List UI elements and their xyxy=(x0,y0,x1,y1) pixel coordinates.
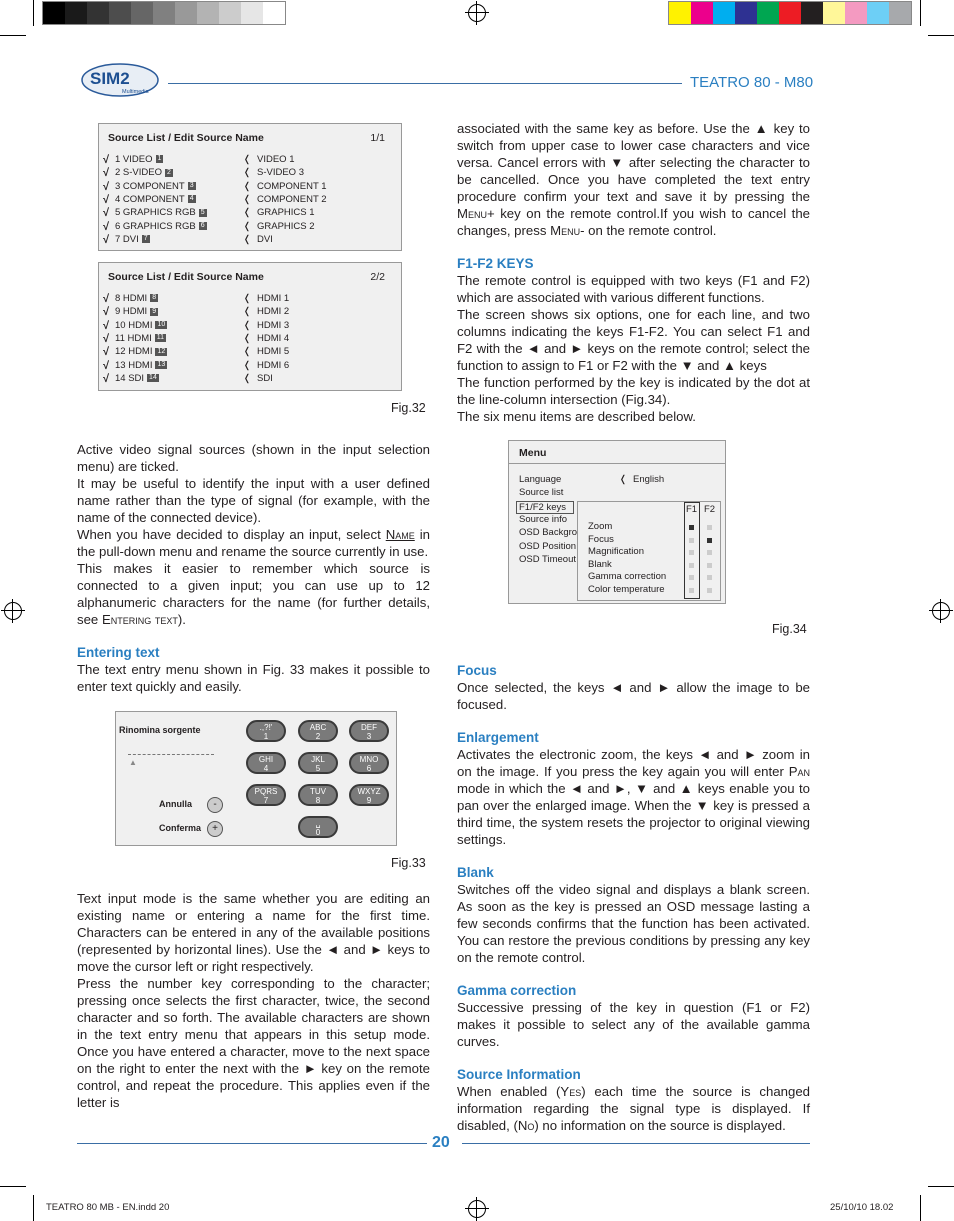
source-name: HDMI 3 xyxy=(257,319,290,331)
key-letters: PQRS xyxy=(254,787,278,796)
figure-caption: Fig.33 xyxy=(391,856,426,870)
color-swatch xyxy=(241,2,263,24)
key-letters: .,?!' xyxy=(259,723,273,732)
source-name: DVI xyxy=(257,233,273,245)
source-label: 9 HDMI 9 xyxy=(115,306,157,318)
checkmark-icon: √ xyxy=(103,332,110,345)
checkmark-icon: √ xyxy=(103,154,110,166)
cursor-icon: ▲ xyxy=(129,758,137,767)
arrow-icon: ❬ xyxy=(243,207,251,219)
paragraph: Switches off the video signal and displays a blank screen. As soon as the key is pressed an OSD message lasting a few seconds confirms that the function has been activated. You can restore the previous conditions by pressing any key on the remote control. xyxy=(457,882,810,965)
f1-assignment-dot[interactable] xyxy=(689,525,694,530)
key-letters: MNO xyxy=(359,755,379,764)
source-name: GRAPHICS 2 xyxy=(257,220,315,232)
source-label: 11 HDMI 11 xyxy=(115,332,165,344)
source-list-menu-1 xyxy=(98,123,402,251)
arrow-icon: ❬ xyxy=(243,193,251,205)
keypad-key-0[interactable] xyxy=(298,816,338,838)
key-badge: 11 xyxy=(156,334,165,342)
checkmark-icon: √ xyxy=(103,372,110,385)
keypad-key-6[interactable] xyxy=(349,752,389,774)
f2-assignment-dot[interactable] xyxy=(707,588,712,593)
keypad-title: Rinomina sorgente xyxy=(119,725,201,735)
left-text-block-2 xyxy=(77,890,430,1111)
source-label: 8 HDMI 8 xyxy=(115,293,157,304)
footer-rule xyxy=(462,1143,810,1144)
key-number: 1 xyxy=(263,732,269,741)
source-label: 13 HDMI 13 xyxy=(115,359,166,371)
source-name: COMPONENT 2 xyxy=(257,193,327,205)
cancel-label: Annulla xyxy=(159,799,192,809)
checkmark-icon: √ xyxy=(103,207,110,220)
gray-calibration-strip xyxy=(42,1,286,25)
crop-mark xyxy=(928,1186,954,1187)
header-rule xyxy=(168,83,682,84)
arrow-icon: ❬ xyxy=(243,306,251,318)
menu-title: Menu xyxy=(519,447,547,459)
figure-caption: Fig.34 xyxy=(772,622,807,636)
key-badge: 4 xyxy=(189,195,194,203)
crop-mark xyxy=(920,0,921,26)
function-item[interactable]: Color temperature xyxy=(588,584,665,595)
registration-mark-icon xyxy=(468,4,486,22)
crop-mark xyxy=(0,1186,26,1187)
key-number: 8 xyxy=(315,796,321,805)
f2-assignment-dot[interactable] xyxy=(707,525,712,530)
paragraph: The remote control is equipped with two keys (F1 and F2) which are associated with various different functions. xyxy=(457,273,810,305)
f1-assignment-dot[interactable] xyxy=(689,588,694,593)
arrow-icon: ❬ xyxy=(243,346,251,358)
keypad-key-2[interactable] xyxy=(298,720,338,742)
color-swatch xyxy=(197,2,219,24)
color-swatch xyxy=(735,2,757,24)
arrow-icon: ❬ xyxy=(243,293,251,304)
f1-f2-submenu xyxy=(577,501,721,601)
logo-tagline: Multimedia xyxy=(122,89,149,95)
source-label: 7 DVI 7 xyxy=(115,233,148,245)
section-heading: Entering text xyxy=(77,645,160,660)
keypad-key-5[interactable] xyxy=(298,752,338,774)
key-badge: 7 xyxy=(143,235,148,243)
key-number: 4 xyxy=(263,764,269,773)
source-name: COMPONENT 1 xyxy=(257,180,327,192)
left-text-block-1 xyxy=(77,441,430,695)
color-swatch xyxy=(153,2,175,24)
color-swatch xyxy=(889,2,911,24)
f2-assignment-dot[interactable] xyxy=(707,563,712,568)
color-swatch xyxy=(43,2,65,24)
function-item[interactable]: Magnification xyxy=(588,546,644,558)
arrow-icon: ❬ xyxy=(243,180,251,192)
source-name: HDMI 2 xyxy=(257,306,290,318)
key-number: 9 xyxy=(366,796,372,805)
function-item[interactable]: Focus xyxy=(588,533,614,545)
arrow-icon: ❬ xyxy=(243,372,251,384)
page-header-title: TEATRO 80 - M80 xyxy=(690,74,814,91)
f1-assignment-dot[interactable] xyxy=(689,575,694,580)
language-arrow-icon: ❬ xyxy=(619,474,627,485)
key-number: 3 xyxy=(366,732,372,741)
menu-page: 1/1 xyxy=(370,132,385,144)
checkmark-icon: √ xyxy=(103,293,110,305)
source-name: GRAPHICS 1 xyxy=(257,207,315,219)
arrow-icon: ❬ xyxy=(243,233,251,245)
paragraph: The six menu items are described below. xyxy=(457,409,696,424)
f2-column-label: F2 xyxy=(704,504,716,515)
arrow-icon: ❬ xyxy=(243,220,251,232)
key-number: 5 xyxy=(315,764,321,773)
crop-mark xyxy=(928,35,954,36)
f2-assignment-dot[interactable] xyxy=(707,538,712,543)
checkmark-icon: √ xyxy=(103,306,110,319)
menu-item[interactable]: Language xyxy=(519,474,562,485)
key-badge: 10 xyxy=(157,321,166,329)
f1-assignment-dot[interactable] xyxy=(689,550,694,555)
key-number: 6 xyxy=(366,764,372,773)
f2-assignment-dot[interactable] xyxy=(707,550,712,555)
keypad-key-1[interactable] xyxy=(246,720,286,742)
right-text-block-2 xyxy=(457,662,810,1134)
checkmark-icon: √ xyxy=(103,319,110,332)
checkmark-icon: √ xyxy=(103,193,110,206)
text-entry-keypad xyxy=(115,711,397,846)
confirm-label: Conferma xyxy=(159,823,202,833)
menu-item[interactable]: OSD Timeout xyxy=(519,553,577,565)
checkmark-icon: √ xyxy=(103,233,110,246)
section-heading: Source Information xyxy=(457,1067,581,1082)
minus-key[interactable]: - xyxy=(207,797,223,813)
color-swatch xyxy=(65,2,87,24)
key-badge: 5 xyxy=(200,208,205,216)
key-letters: TUV xyxy=(310,787,326,796)
entry-field-lines xyxy=(128,754,214,755)
color-swatch xyxy=(845,2,867,24)
paragraph: associated with the same key as before. Use the ▲ key to switch from upper case to lower case characters and vice versa. Cancel errors with ▼ after selecting the character to be cancelled. Once you have completed the text entry procedure confirm your text and save it by pressing the Menu+ key on the remote control.If you wish to cancel the changes, press Menu- on the remote control. xyxy=(457,121,810,238)
color-swatch xyxy=(691,2,713,24)
crop-mark xyxy=(0,35,26,36)
language-value: English xyxy=(633,474,665,485)
source-label: 12 HDMI 12 xyxy=(115,346,166,358)
divider xyxy=(509,463,725,464)
color-calibration-strip xyxy=(668,1,912,25)
key-letters: GHI xyxy=(258,755,274,764)
menu-title: Source List / Edit Source Name xyxy=(108,132,264,144)
arrow-icon: ❬ xyxy=(243,154,251,165)
paragraph: Once selected, the keys ◄ and ► allow the image to be focused. xyxy=(457,680,810,712)
key-badge: 14 xyxy=(149,374,157,382)
key-badge: 13 xyxy=(157,360,166,368)
f1-assignment-dot[interactable] xyxy=(689,563,694,568)
crop-mark xyxy=(920,1195,921,1221)
menu-item[interactable]: Source list xyxy=(519,487,564,499)
paragraph: Active video signal sources (shown in the input selection menu) are ticked. xyxy=(77,442,430,474)
source-label: 10 HDMI 10 xyxy=(115,319,166,331)
color-swatch xyxy=(219,2,241,24)
source-name: SDI xyxy=(257,372,273,384)
color-swatch xyxy=(757,2,779,24)
footer-rule xyxy=(77,1143,427,1144)
keypad-key-3[interactable] xyxy=(349,720,389,742)
registration-mark-icon xyxy=(932,602,950,620)
key-badge: 8 xyxy=(152,294,157,302)
figure-caption: Fig.32 xyxy=(391,401,426,415)
checkmark-icon: √ xyxy=(103,180,110,193)
source-label: 3 COMPONENT 3 xyxy=(115,180,194,192)
paragraph: Text input mode is the same whether you are editing an existing name or entering a name for the first time. Characters can be entered in any of the available positions (represented by horizontal lines). Use the ◄ and ► keys to move the cursor left or right respectively. xyxy=(77,891,430,974)
key-number: 7 xyxy=(263,796,269,805)
registration-mark-icon xyxy=(468,1200,486,1218)
arrow-icon: ❬ xyxy=(243,332,251,344)
paragraph: Press the number key corresponding to the character; pressing once selects the first character, twice, the second character and so forth. The available characters are shown in the text entry menu that appears in this setup mode. Once you have entered a character, move to the next space on the right to enter the next with the ► key on the remote control, and repeat the procedure. This applies even if the letter is xyxy=(77,976,430,1110)
menu-item[interactable]: OSD Backgro xyxy=(519,527,578,539)
source-label: 6 GRAPHICS RGB 6 xyxy=(115,220,205,232)
source-name: HDMI 5 xyxy=(257,346,290,358)
source-label: 1 VIDEO 1 xyxy=(115,154,162,165)
section-heading: F1-F2 KEYS xyxy=(457,256,534,271)
page-number: 20 xyxy=(432,1134,450,1151)
key-badge: 12 xyxy=(157,347,166,355)
paragraph: Activates the electronic zoom, the keys ◄ and ► zoom in on the image. If you press the key again you will enter Pan mode in which the ◄ and ►, ▼ and ▲ keys enable you to pan over the enlarged image. When the ▼ key is pressed a third time, the system resets the projector to original viewing settings. xyxy=(457,747,810,847)
key-letters: DEF xyxy=(361,723,377,732)
color-swatch xyxy=(87,2,109,24)
keypad-key-8[interactable] xyxy=(298,784,338,806)
paragraph: The text entry menu shown in Fig. 33 makes it possible to enter text quickly and easily. xyxy=(77,662,430,694)
section-heading: Gamma correction xyxy=(457,983,577,998)
color-swatch xyxy=(109,2,131,24)
arrow-icon: ❬ xyxy=(243,319,251,331)
key-letters: WXYZ xyxy=(357,787,381,796)
color-swatch xyxy=(867,2,889,24)
f1-assignment-dot[interactable] xyxy=(689,538,694,543)
menu-item[interactable]: OSD Position xyxy=(519,540,577,552)
key-letters: ␣ xyxy=(315,819,321,828)
function-item[interactable]: Zoom xyxy=(588,521,613,532)
color-swatch xyxy=(713,2,735,24)
paragraph: When you have decided to display an input, select Name in the pull-down menu and rename the source currently in use. xyxy=(77,527,430,559)
key-number: 0 xyxy=(315,828,321,837)
f2-assignment-dot[interactable] xyxy=(707,575,712,580)
source-label: 4 COMPONENT 4 xyxy=(115,193,194,205)
source-label: 14 SDI 14 xyxy=(115,372,157,384)
file-slug: TEATRO 80 MB - EN.indd 20 xyxy=(46,1202,170,1213)
keypad-key-9[interactable] xyxy=(349,784,389,806)
f1-column-label: F1 xyxy=(686,504,698,515)
color-swatch xyxy=(131,2,153,24)
menu-title: Source List / Edit Source Name xyxy=(108,271,264,283)
color-swatch xyxy=(823,2,845,24)
source-name: HDMI 1 xyxy=(257,293,290,304)
source-label: 5 GRAPHICS RGB 5 xyxy=(115,207,205,219)
key-number: 2 xyxy=(315,732,321,741)
checkmark-icon: √ xyxy=(103,167,110,180)
paragraph: When enabled (Yes) each time the source is changed information regarding the signal type is displayed. If disabled, (No) no information on the source is displayed. xyxy=(457,1084,811,1133)
color-swatch xyxy=(801,2,823,24)
keypad-key-7[interactable] xyxy=(246,784,286,806)
section-heading: Enlargement xyxy=(457,730,539,745)
function-item[interactable]: Gamma correction xyxy=(588,571,667,583)
function-item[interactable]: Blank xyxy=(588,558,612,570)
menu-item[interactable]: F1/F2 keys xyxy=(516,501,574,514)
paragraph: It may be useful to identify the input with a user defined name rather than the type of signal (for example, with the name of the connected device). xyxy=(77,476,430,525)
section-heading: Focus xyxy=(457,663,497,678)
paragraph: The function performed by the key is indicated by the dot at the line-column intersection (Fig.34). xyxy=(457,375,810,407)
key-badge: 3 xyxy=(189,182,194,190)
crop-mark xyxy=(33,0,34,26)
checkmark-icon: √ xyxy=(103,346,110,359)
arrow-icon: ❬ xyxy=(243,359,251,371)
key-badge: 1 xyxy=(157,155,162,163)
source-name: HDMI 4 xyxy=(257,332,290,344)
menu-item[interactable]: Source info xyxy=(519,513,568,525)
source-name: HDMI 6 xyxy=(257,359,290,371)
sim2-logo-icon xyxy=(80,62,160,98)
color-swatch xyxy=(779,2,801,24)
source-name: VIDEO 1 xyxy=(257,154,295,165)
color-swatch xyxy=(669,2,691,24)
key-letters: JKL xyxy=(311,755,325,764)
color-swatch xyxy=(263,2,285,24)
key-badge: 9 xyxy=(152,307,157,315)
source-list-menu-2 xyxy=(98,262,402,391)
color-swatch xyxy=(175,2,197,24)
checkmark-icon: √ xyxy=(103,359,110,372)
date-slug: 25/10/10 18.02 xyxy=(830,1202,894,1213)
paragraph: This makes it easier to remember which source is connected to a given input; you can use up to 12 alphanumeric characters for the name (for further details, see Entering text). xyxy=(77,561,430,627)
keypad-key-4[interactable] xyxy=(246,752,286,774)
key-badge: 6 xyxy=(200,221,205,229)
paragraph: The screen shows six options, one for each line, and two columns indicating the keys F1-F2. You can select F1 and F2 with the ◄ and ► keys on the remote control; select the function to assign to F1 or F2 with the ▼ and ▲ keys xyxy=(457,307,810,373)
f1-f2-menu xyxy=(508,440,726,604)
checkmark-icon: √ xyxy=(103,220,110,233)
plus-key[interactable]: + xyxy=(207,821,223,837)
source-name: S-VIDEO 3 xyxy=(257,167,304,179)
section-heading: Blank xyxy=(457,865,494,880)
logo-brand: SIM2 xyxy=(90,69,130,88)
menu-page: 2/2 xyxy=(370,271,385,283)
crop-mark xyxy=(33,1195,34,1221)
paragraph: Successive pressing of the key in question (F1 or F2) makes it possible to select any of the available gamma curves. xyxy=(457,1000,810,1049)
key-letters: ABC xyxy=(309,723,327,732)
registration-mark-icon xyxy=(4,602,22,620)
source-label: 2 S-VIDEO 2 xyxy=(115,167,171,179)
key-badge: 2 xyxy=(167,168,171,176)
arrow-icon: ❬ xyxy=(243,167,251,179)
right-text-block-1 xyxy=(457,120,810,425)
